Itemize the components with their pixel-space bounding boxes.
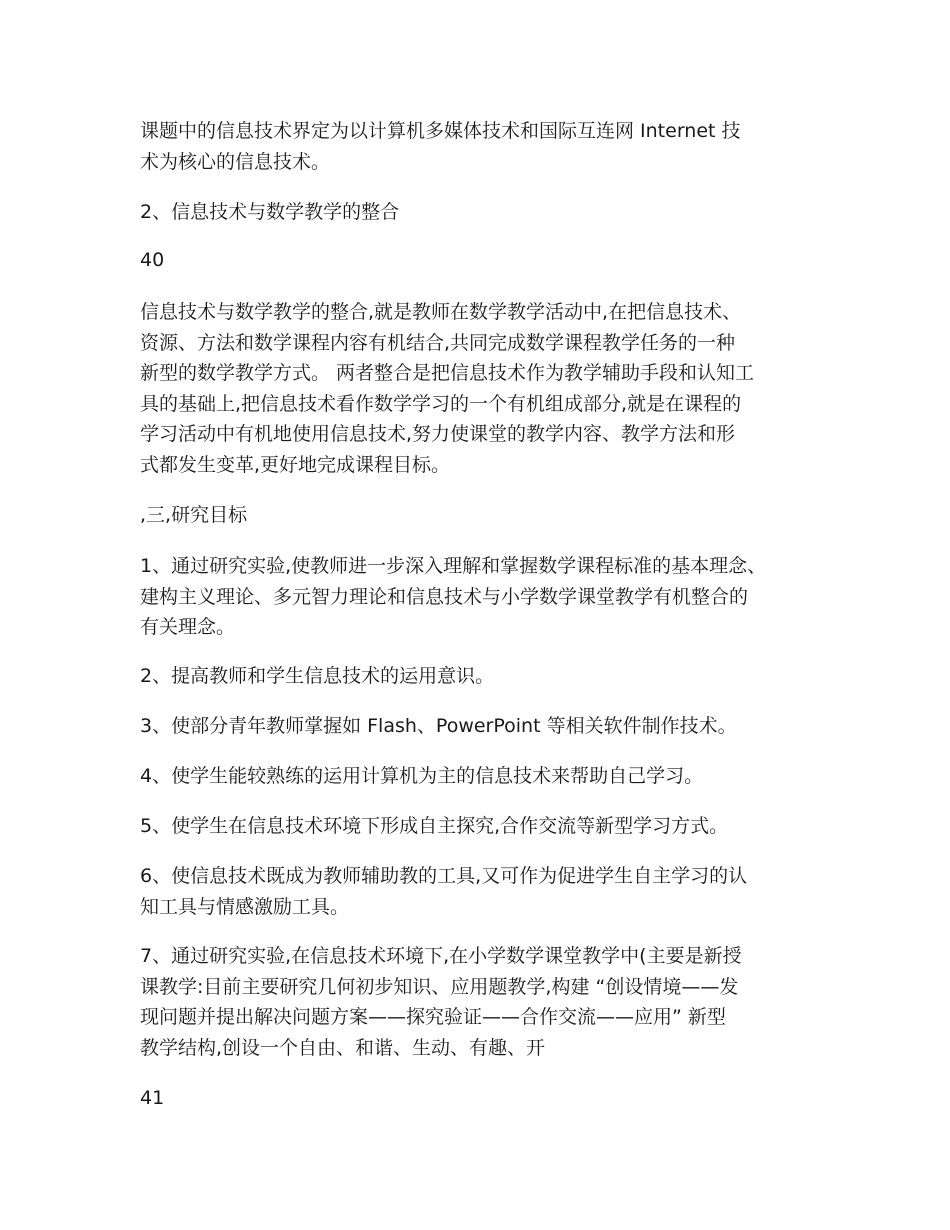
text-line: 40 <box>140 249 165 271</box>
goal-item-2 <box>140 661 820 692</box>
page-number-41 <box>140 1083 820 1114</box>
goal-item-7 <box>140 941 820 1063</box>
text-line: 式都发生变革,更好地完成课程目标。 <box>140 453 451 476</box>
text-line: 具的基础上,把信息技术看作数学学习的一个有机组成部分,就是在课程的 <box>140 392 742 415</box>
text-line: 知工具与情感激励工具。 <box>140 895 350 918</box>
page-number-40 <box>140 245 820 276</box>
text-line: 3、使部分青年教师掌握如 Flash、PowerPoint 等相关软件制作技术。 <box>140 715 737 737</box>
text-line: ,三,研究目标 <box>140 504 248 526</box>
text-line: 2、提高教师和学生信息技术的运用意识。 <box>140 665 495 687</box>
text-line: 术为核心的信息技术。 <box>140 150 331 173</box>
goal-item-5 <box>140 811 820 842</box>
paragraph-info-tech-definition <box>140 116 820 177</box>
text-line: 1、通过研究实验,使教师进一步深入理解和掌握数学课程标准的基本理念、 <box>140 555 767 577</box>
text-line: 教学结构,创设一个自由、和谐、生动、有趣、开 <box>140 1036 546 1059</box>
text-line: 有关理念。 <box>140 616 236 638</box>
goal-item-4 <box>140 761 820 792</box>
text-line: 课题中的信息技术界定为以计算机多媒体技术和国际互连网 Internet 技 <box>140 120 741 142</box>
text-line: 6、使信息技术既成为教师辅助教的工具,又可作为促进学生自主学习的认 <box>140 865 748 887</box>
text-line: 学习活动中有机地使用信息技术,努力使课堂的教学内容、教学方法和形 <box>140 423 736 445</box>
section-heading-research-goals <box>140 500 820 531</box>
section-heading-integration <box>140 197 820 228</box>
text-line: 建构主义理论、多元智力理论和信息技术与小学数学课堂教学有机整合的 <box>140 585 749 608</box>
goal-item-6 <box>140 861 820 922</box>
text-line: 资源、方法和数学课程内容有机结合,共同完成数学课程教学任务的一种 <box>140 331 736 354</box>
text-line: 4、使学生能较熟练的运用计算机为主的信息技术来帮助自己学习。 <box>140 765 704 787</box>
text-line: 信息技术与数学教学的整合,就是教师在数学教学活动中,在把信息技术、 <box>140 301 742 323</box>
text-line: 新型的数学教学方式。 两者整合是把信息技术作为教学辅助手段和认知工 <box>140 362 755 384</box>
text-line: 41 <box>140 1087 165 1109</box>
text-line: 现问题并提出解决问题方案——探究验证——合作交流——应用” 新型 <box>140 1006 726 1028</box>
goal-item-3 <box>140 711 820 742</box>
text-line: 7、通过研究实验,在信息技术环境下,在小学数学课堂教学中(主要是新授 <box>140 945 742 967</box>
text-line: 课教学:目前主要研究几何初步知识、应用题教学,构建 “创设情境——发 <box>140 975 739 998</box>
paragraph-integration-definition <box>140 297 820 480</box>
text-line: 5、使学生在信息技术环境下形成自主探究,合作交流等新型学习方式。 <box>140 815 729 837</box>
goal-item-1 <box>140 551 820 643</box>
text-line: 2、信息技术与数学教学的整合 <box>140 201 400 223</box>
